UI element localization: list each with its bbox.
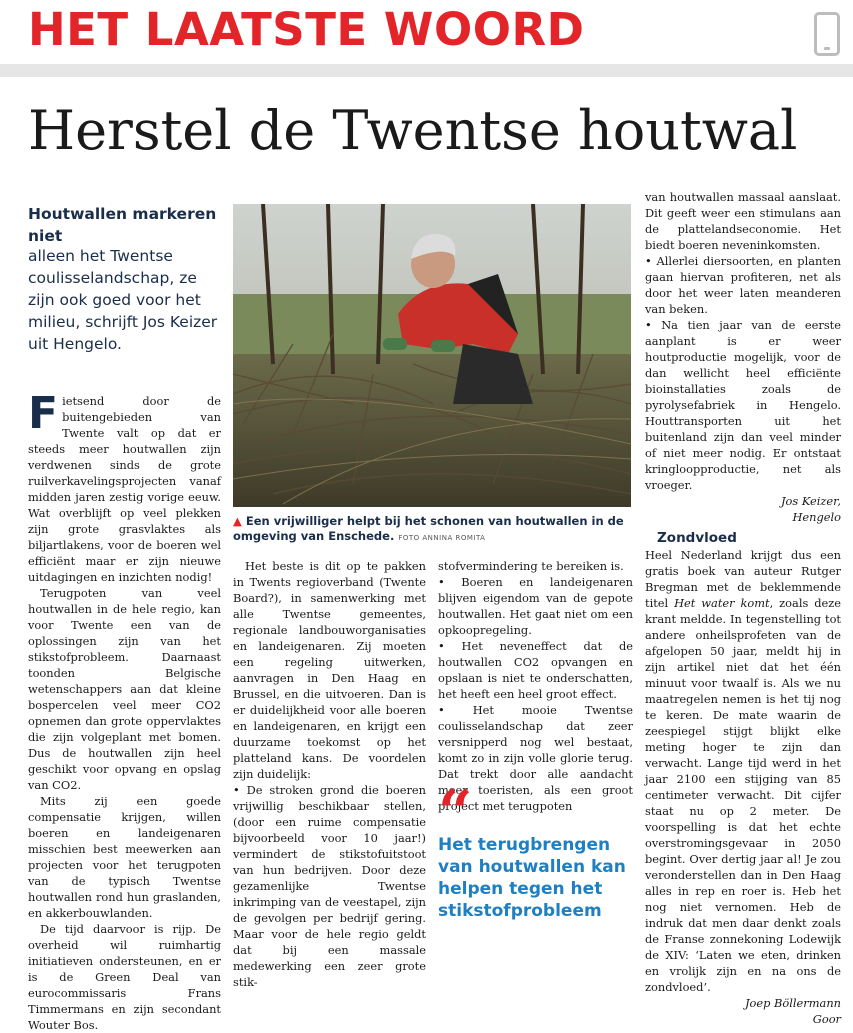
paragraph: • Boeren en landeigenaren blijven eigendom van de gepote houtwallen. Het gaat niet om een opkoopregeling. [438,575,633,637]
drop-cap: F [28,388,59,439]
book-title: Het water komt [674,596,770,610]
paragraph: van houtwallen massaal aanslaat. Dit geeft weer een stimulans aan de plattelandseconomie. Het biedt boeren neveninkomsten. [645,190,841,252]
signature-name: Jos Keizer, [780,494,841,508]
paragraph: Heel Nederland krijgt dus een gratis boek van auteur Rutger Bregman met de beklemmende titel Het water komt, zoals deze krant meldde. In tegenstelling tot andere onheilsprofeten van de afgelopen 50 jaar, meldt hij in zijn artikel niet dat het één minuut voor twaalf is. Als we nu maatregelen nemen is het tij nog te keren. De mate waarin de zeespiegel stijgt blijkt elke meting hoger te zijn dan verwacht. Lange tijd werd in het jaar 2100 een stijging van 85 centimeter verwacht. Dit cijfer staat nu op 2 meter. De voorspelling is dat het echte overstromingsgevaar in 2050 begint. Over dertig jaar al! Je zou veronderstellen dan in Den Haag alles in rep en roer is. Heb het nog niet vernomen. Heb de indruk dat men daar denkt zoals de Franse zonnekoning Lodewijk de XIV: ‘Laten we eten, drinken en vrolijk zijn en na ons de zondvloed’. [645,548,842,994]
caption-text: Een vrijwilliger helpt bij het schonen van houtwallen in de omgeving van Enschede. [233,514,624,543]
photo-credit: FOTO ANNINA ROMITA [398,534,486,542]
paragraph: Terugpoten van veel houtwallen in de hele regio, kan voor Twente een van de oplossingen zijn van het stikstofprobleem. Daarnaast toonden Belgische wetenschappers aan dat kleine bospercelen veel meer CO2 opnemen dan grote oppervlaktes die zijn volgeplant met bomen. Dus de houtwallen zijn heel geschikt voor opvang en opslag van CO2. [28,586,221,792]
section-divider [0,64,853,77]
paragraph: Fietsend door de buitengebieden van Twente valt op dat er steeds meer houtwallen zijn verdwenen sinds de grote ruilverkavelingsprojecten vanaf midden jaren zestig vorige eeuw. Wat overblijft op veel plekken zijn grote grasvlaktes als biljartlakens, voor de boeren wel efficiënt maar er zijn nieuwe uitdagingen en inzichten nodig! [28,388,221,584]
paragraph: • Na tien jaar van de eerste aanplant is er weer houtproductie mogelijk, voor de dan wellicht heel efficiënte bioinstallaties zoals de pyrolysefabriek in Hengelo. Houttransporten uit het buitenland zijn dan veel minder of niet meer nodig. Er ontstaat kringloopproductie, net als vroeger. [645,318,841,492]
pull-quote: Het terugbrengen van houtwallen kan helpen tegen het stikstofprobleem [438,835,626,921]
paragraph: Mits zij een goede compensatie krijgen, willen boeren en landeigenaren misschien best meewerken aan projecten voor het terugpoten van de typisch Twentse houtwallen rond hun graslanden, en akkerbouwlanden. [28,794,221,920]
signature-place: Goor [812,1012,841,1026]
photo-caption [233,514,633,546]
article-column-4 [645,189,841,1027]
paragraph: De tijd daarvoor is rijp. De overheid wil ruimhartig initiatieven ondersteunen, en er is de Green Deal van eurocommissaris Frans Timmermans en zijn secondant Wouter Bos. [28,922,221,1032]
article-column-2 [233,558,426,990]
subheading: Zondvloed [657,530,737,546]
paragraph: • Het mooie Twentse coulisselandschap dat zeer versnipperd nog wel bestaat, komt zo in zijn volle glorie terug. Dat trekt door alle aandacht meer toeristen, als een groot project met terugpoten [438,703,633,813]
quote-mark-icon: “ [438,778,473,848]
paragraph: stofvermindering te bereiken is. [438,559,624,573]
article-column-3 [438,558,633,814]
section-title: HET LAATSTE WOORD [28,3,585,56]
caption-marker-icon: ▲ [233,514,242,528]
intro-lead: Houtwallen markeren niet [28,205,217,245]
headline: Herstel de Twentse houtwal [28,99,798,162]
signature-name: Joep Böllermann [744,996,841,1010]
intro-text: alleen het Twentse coulisselandschap, ze zijn ook goed voor het milieu, schrijft Jos Keizer uit Hengelo. [28,247,218,353]
article-photo [233,204,631,507]
article-column-1 [28,388,221,1033]
signature-place: Hengelo [792,510,841,524]
paragraph: • Het neveneffect dat de houtwallen CO2 opvangen en opslaan is niet te onderschatten, het heeft een heel groot effect. [438,639,633,701]
paragraph: • De stroken grond die boeren vrijwillig beschikbaar stellen, (door een ruime compensatie bijvoorbeeld voor 10 jaar!) vermindert de stikstofuitstoot van hun bedrijven. Door deze gezamenlijke Twentse inkrimping van de veestapel, zijn de gevolgen per bedrijf gering. Maar voor de hele regio geldt dat bij een massale medewerking een zeer grote stik- [233,783,426,989]
paragraph: Het beste is dit op te pakken in Twents regioverband (Twente Board?), in samenwerking met alle Twentse gemeentes, regionale landbouworganisaties en landeigenaren. Zij moeten een regeling uitwerken, aanvragen in Den Haag en Brussel, en die uitvoeren. Dan is er duidelijkheid voor alle boeren en landeigenaren, en krijgt een duurzame toekomst op het platteland kans. De voordelen zijn duidelijk: [233,559,426,781]
phone-icon [814,12,840,56]
paragraph: • Allerlei diersoorten, en planten gaan hiervan profiteren, net als door het weer laten meanderen van beken. [645,254,841,316]
